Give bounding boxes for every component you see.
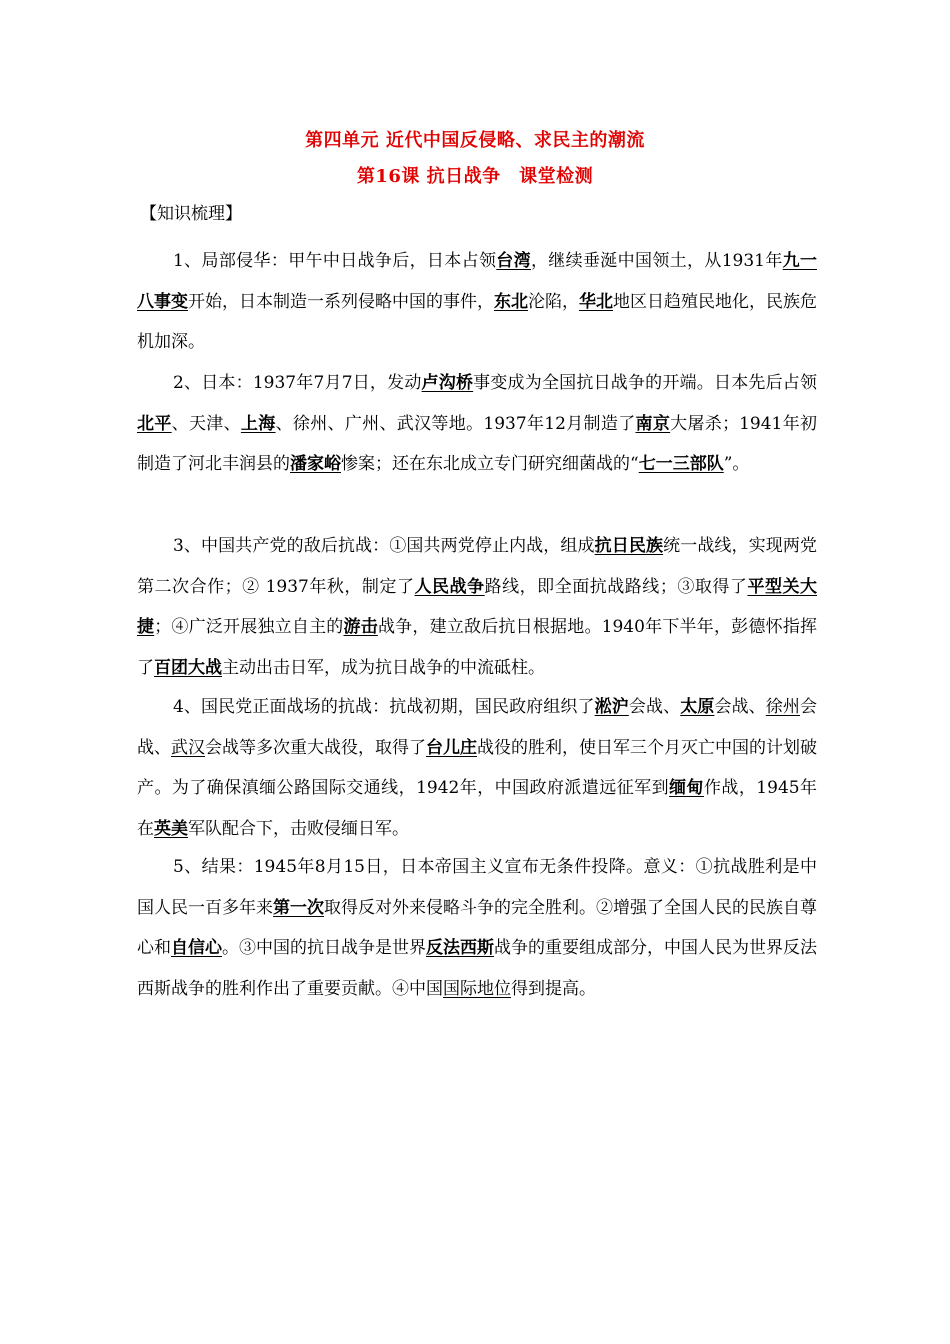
unit-title: 第四单元 近代中国反侵略、求民主的潮流 xyxy=(305,130,645,151)
keyword: 东北 xyxy=(494,291,528,312)
paragraph-2: 2、日本：1937年7月7日，发动卢沟桥事变成为全国抗日战争的开端。日本先后占领北平、天津、上海、徐州、广州、武汉等地。1937年12月制造了南京大屠杀；1941年初制造了河北丰润县的潘家峪惨案；还在东北成立专门研究细菌战的“七一三部队”。 xyxy=(137,373,818,474)
keyword: 人民战争 xyxy=(414,576,485,597)
keyword: 太原 xyxy=(680,697,715,717)
paragraph-4: 4、国民党正面战场的抗战：抗战初期，国民政府组织了淞沪会战、太原会战、徐州会战、武汉会战等多次重大战役，取得了台儿庄战役的胜利，使日军三个月灭亡中国的计划破产。为了确保滇缅公路国际交通线，1942年，中国政府派遣远征军到缅甸作战，1945年在英美军队配合下，击败侵缅日军。 xyxy=(137,697,818,839)
keyword: 自信心 xyxy=(171,938,222,958)
keyword: 九一八事变 xyxy=(137,251,817,312)
keyword: 七一三部队 xyxy=(638,454,724,474)
keyword: 平型关大捷 xyxy=(137,576,818,637)
section-heading: 【知识梳理】 xyxy=(140,204,242,224)
keyword: 武汉 xyxy=(171,737,205,758)
keyword: 潘家峪 xyxy=(290,454,341,474)
keyword: 缅甸 xyxy=(669,778,704,798)
keyword: 华北 xyxy=(579,291,613,312)
keyword: 反法西斯 xyxy=(426,938,494,958)
keyword: 英美 xyxy=(154,818,188,839)
keyword: 百团大战 xyxy=(154,657,222,678)
keyword: 淞沪 xyxy=(594,697,629,717)
keyword: 游击 xyxy=(343,617,378,637)
keyword: 抗日民族 xyxy=(594,536,664,556)
keyword: 徐州 xyxy=(765,697,801,717)
keyword: 卢沟桥 xyxy=(421,373,474,393)
paragraph-5: 5、结果：1945年8月15日，日本帝国主义宣布无条件投降。意义：①抗战胜利是中国人民一百多年来第一次取得反对外来侵略斗争的完全胜利。②增强了全国人民的民族自尊心和自信心。③中国的抗日战争是世界反法西斯战争的重要组成部分，中国人民为世界反法西斯战争的胜利作出了重要贡献。④中国国际地位得到提高。 xyxy=(137,857,817,999)
keyword: 国际地位 xyxy=(443,978,511,999)
keyword: 第一次 xyxy=(273,897,324,918)
keyword: 南京 xyxy=(635,413,671,434)
keyword: 上海 xyxy=(240,413,276,434)
keyword: 台儿庄 xyxy=(426,737,477,758)
paragraph-1: 1、局部侵华：甲午中日战争后，日本占领台湾，继续垂涎中国领土，从1931年九一八事变开始，日本制造一系列侵略中国的事件，东北沦陷，华北地区日趋殖民地化，民族危机加深。 xyxy=(137,251,817,352)
lesson-title: 第16课 抗日战争 课堂检测 xyxy=(356,166,594,187)
paragraph-3: 3、中国共产党的敌后抗战：①国共两党停止内战，组成抗日民族统一战线，实现两党第二次合作；② 1937年秋，制定了人民战争路线，即全面抗战路线；③取得了平型关大捷；④广泛开展独立自主的游击战争，建立敌后抗日根据地。1940年下半年，彭德怀指挥了百团大战主动出击日军，成为抗日战争的中流砥柱。 xyxy=(137,536,818,678)
keyword: 台湾 xyxy=(496,251,531,271)
keyword: 北平 xyxy=(137,413,172,434)
